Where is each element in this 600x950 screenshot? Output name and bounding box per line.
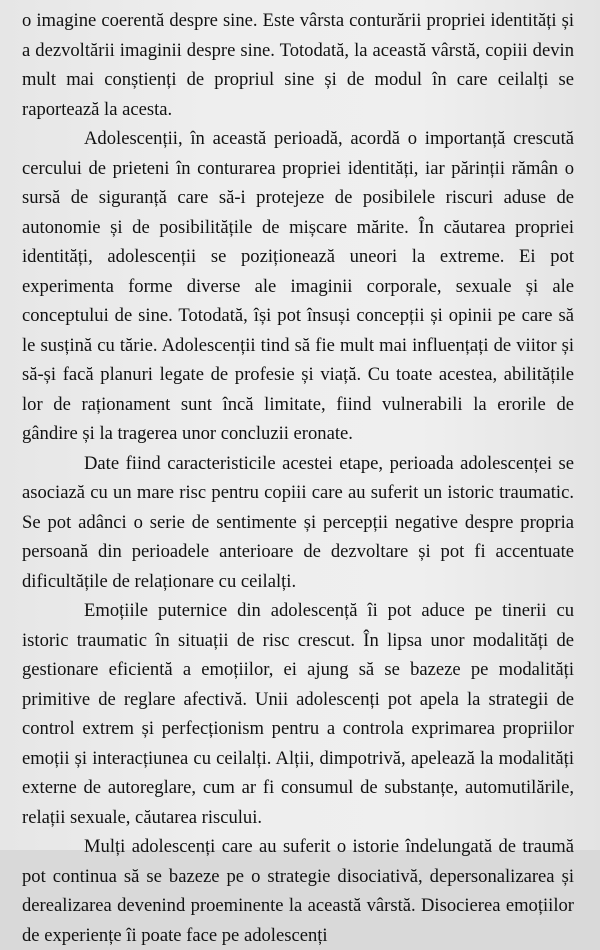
paragraph-strong-emotions: Emoțiile puternice din adolescență îi pot aduce pe tinerii cu istoric traumatic în situații de risc crescut. În lipsa unor modalități de gestionare eficientă a emoțiilor, ei ajung să se bazeze pe modalități primitive de reglare afectivă. Unii adolescenți pot apela la strategii de control extrem și perfecționism pentru a controla exprimarea propriilor emoții și interacțiunea cu ceilalți. Alții, dimpotrivă, apelează la modalități externe de autoreglare, cum ar fi consumul de substanțe, automutilările, relații sexuale, căutarea riscului. <box>22 600 574 828</box>
paragraph-dissociation: Mulți adolescenți care au suferit o istorie îndelungată de traumă pot continua să se bazeze pe o strategie disociativă, depersonalizarea și derealizarea devenind proeminente la această vârstă. Disocierea emoțiilor de experiențe îi poate face pe adolescenți <box>22 836 574 946</box>
body-text <box>22 0 574 950</box>
paragraph-adolescence-risk: Date fiind caracteristicile acestei etape, perioada adolescenței se asociază cu un mare risc pentru copiii care au suferit un istoric traumatic. Se pot adânci o serie de sentimente și percepții negative despre propria persoană din perioadele anterioare de dezvoltare și pot fi accentuate dificultățile de relaționare cu ceilalți. <box>22 452 574 592</box>
paragraph-adolescent-identity: Adolescenții, în această perioadă, acordă o importanță crescută cercului de prieteni în conturarea propriei identități, iar părinții rămân o sursă de siguranță care să-i protejeze de posibilele riscuri aduse de autonomie și de posibilitățile de mișcare mărite. În căutarea propriei identități, adolescenții se poziționează uneori la extreme. Ei pot experimenta forme diverse ale imaginii corporale, sexuale și ale conceptului de sine. Totodată, își pot însuși concepții și opinii pe care să le susțină cu tărie. Adolescenții tind să fie mult mai influențați de viitor și să-și facă planuri legate de profesie și viață. Cu toate acestea, abilitățile lor de raționament sunt încă limitate, fiind vulnerabili la erorile de gândire și la tragerea unor concluzii eronate. <box>22 128 574 444</box>
paragraph-continuation: o imagine coerentă despre sine. Este vârsta conturării propriei identități și a dezvoltării imaginii despre sine. Totodată, la această vârstă, copiii devin mult mai conștienți de propriul sine și de modul în care ceilalți se raportează la acesta. <box>22 10 574 120</box>
